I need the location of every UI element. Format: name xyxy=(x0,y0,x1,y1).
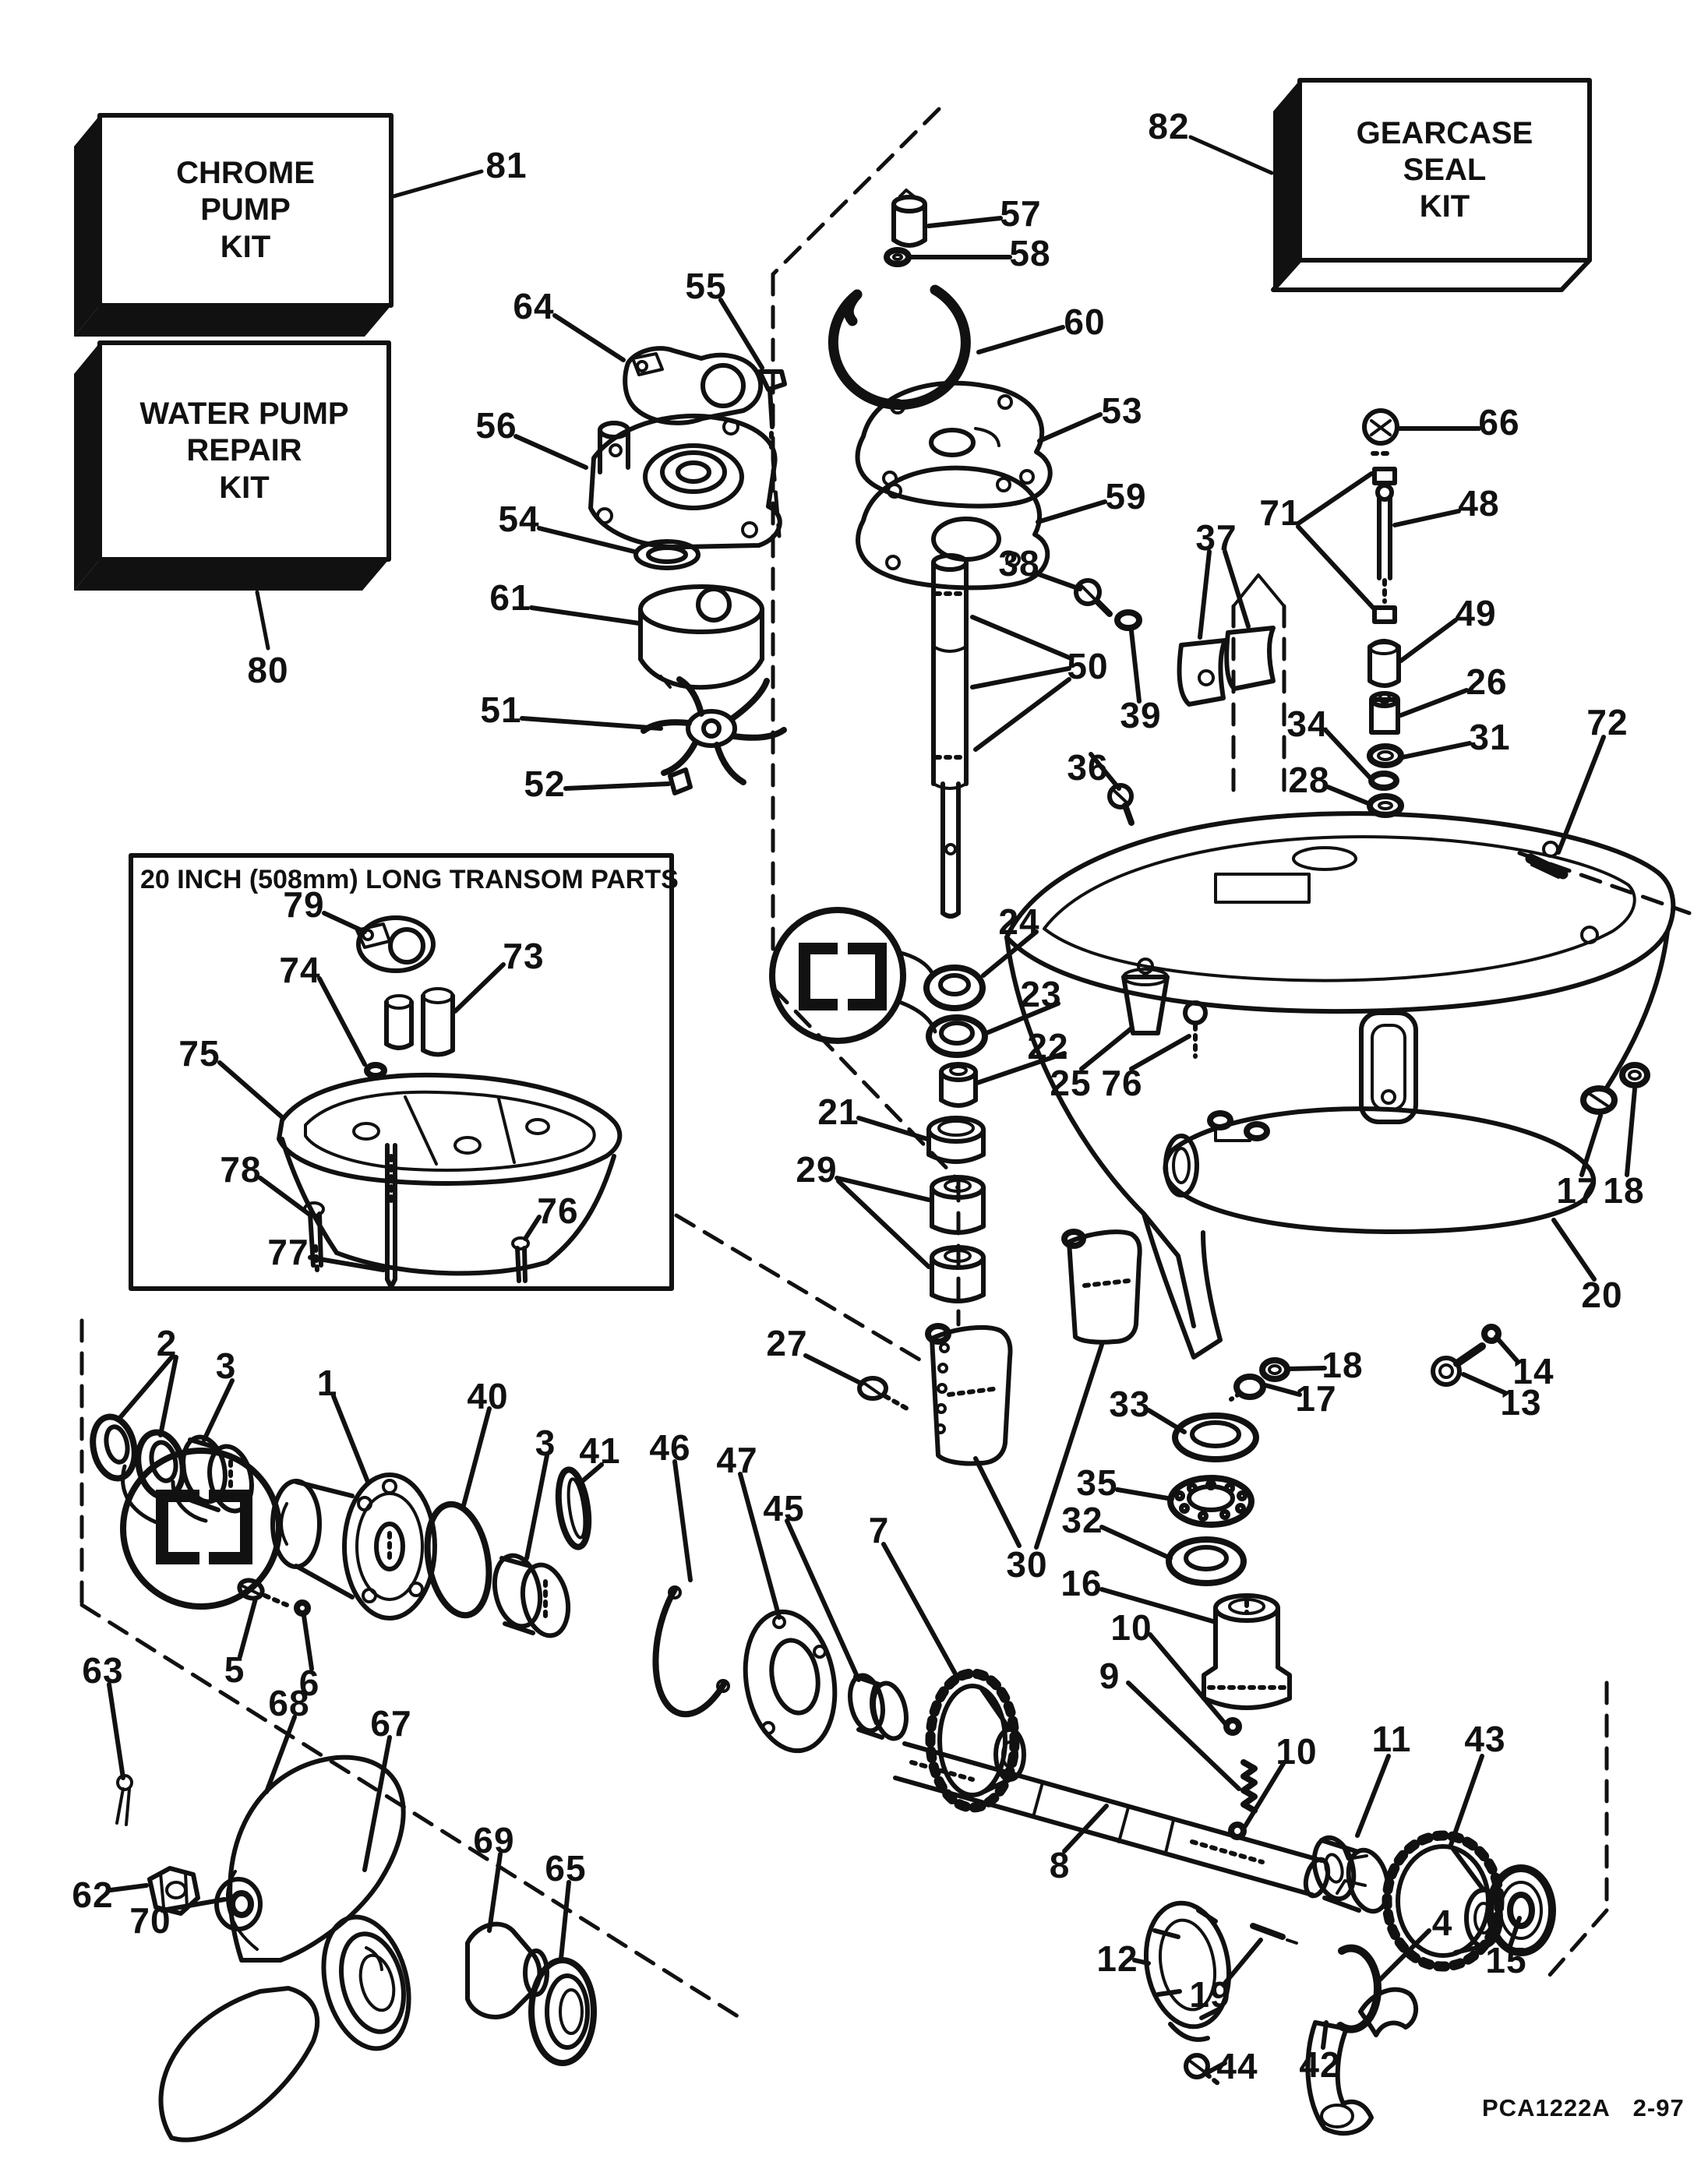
footer-plate-code xyxy=(1482,2094,1685,2122)
part-number-label-27: 27 xyxy=(766,1323,808,1363)
kit-line: SEAL xyxy=(1403,152,1487,187)
part-number-label-65: 65 xyxy=(545,1848,587,1889)
transom-box-title: 20 INCH (508mm) LONG TRANSOM PARTS xyxy=(140,865,679,894)
part-number-label-76: 76 xyxy=(1101,1063,1143,1103)
part-number-label-64: 64 xyxy=(513,286,555,326)
part-number-label-30: 30 xyxy=(1006,1544,1048,1585)
part-number-label-74: 74 xyxy=(279,950,321,990)
kit-line: REPAIR xyxy=(186,433,302,468)
part-number-label-57: 57 xyxy=(1000,193,1042,234)
part-number-label-8: 8 xyxy=(1049,1845,1071,1885)
part-number-label-63: 63 xyxy=(82,1650,124,1691)
part-number-label-55: 55 xyxy=(685,266,727,306)
part-number-label-25: 25 xyxy=(1050,1063,1092,1103)
part-number-label-70: 70 xyxy=(129,1900,171,1941)
part-number-label-31: 31 xyxy=(1469,717,1511,757)
part-number-label-44: 44 xyxy=(1216,2046,1258,2086)
part-number-label-33: 33 xyxy=(1109,1384,1151,1424)
part-number-label-50: 50 xyxy=(1067,646,1109,686)
part-number-label-67: 67 xyxy=(370,1703,412,1744)
part-number-label-14: 14 xyxy=(1512,1351,1554,1391)
part-number-label-59: 59 xyxy=(1105,476,1147,517)
part-number-label-29: 29 xyxy=(796,1149,838,1190)
kit-line: KIT xyxy=(220,229,271,264)
part-number-label-32: 32 xyxy=(1061,1500,1103,1540)
kit-line: PUMP xyxy=(200,192,291,227)
part-number-label-28: 28 xyxy=(1288,760,1330,800)
part-number-label-15: 15 xyxy=(1485,1940,1527,1980)
part-number-label-60: 60 xyxy=(1064,302,1106,342)
part-number-label-35: 35 xyxy=(1076,1462,1118,1503)
part-number-label-71: 71 xyxy=(1259,492,1301,533)
part-number-label-72: 72 xyxy=(1586,702,1629,742)
part-number-label-53: 53 xyxy=(1101,390,1143,431)
part-number-label-81: 81 xyxy=(485,145,528,185)
part-number-label-12: 12 xyxy=(1096,1938,1138,1979)
part-number-label-62: 62 xyxy=(72,1875,114,1915)
part-number-label-5: 5 xyxy=(224,1649,245,1690)
part-number-label-18: 18 xyxy=(1603,1170,1645,1211)
part-number-label-58: 58 xyxy=(1009,233,1051,273)
kit-line: KIT xyxy=(1419,189,1470,224)
part-number-label-79: 79 xyxy=(283,884,325,925)
part-number-label-78: 78 xyxy=(220,1149,262,1190)
part-number-label-3: 3 xyxy=(535,1423,556,1463)
part-number-label-10: 10 xyxy=(1110,1607,1152,1648)
part-number-label-17: 17 xyxy=(1295,1378,1337,1419)
part-number-label-2: 2 xyxy=(156,1323,178,1363)
part-number-label-10: 10 xyxy=(1276,1731,1318,1772)
part-number-label-42: 42 xyxy=(1299,2044,1341,2085)
kit-line: CHROME xyxy=(176,156,315,191)
part-number-label-7: 7 xyxy=(868,1510,890,1550)
part-number-label-19: 19 xyxy=(1189,1974,1231,2015)
part-number-label-45: 45 xyxy=(763,1488,805,1529)
part-number-label-39: 39 xyxy=(1120,695,1162,735)
part-number-label-23: 23 xyxy=(1020,974,1062,1014)
part-number-label-9: 9 xyxy=(1099,1656,1120,1696)
part-number-label-48: 48 xyxy=(1458,483,1500,524)
part-number-label-52: 52 xyxy=(524,764,566,804)
part-number-label-75: 75 xyxy=(178,1033,221,1074)
kit-line: GEARCASE xyxy=(1356,115,1533,150)
part-number-label-20: 20 xyxy=(1581,1275,1623,1315)
kit-line: KIT xyxy=(219,470,270,505)
part-number-label-68: 68 xyxy=(268,1683,310,1723)
part-number-label-82: 82 xyxy=(1148,106,1190,146)
part-number-label-46: 46 xyxy=(649,1427,691,1468)
part-number-label-69: 69 xyxy=(473,1820,515,1860)
plate-code: PCA1222A xyxy=(1482,2094,1611,2121)
plate-date: 2-97 xyxy=(1632,2094,1685,2121)
part-number-label-51: 51 xyxy=(480,689,522,730)
part-number-label-47: 47 xyxy=(716,1440,758,1480)
part-number-label-77: 77 xyxy=(267,1232,309,1272)
part-number-label-11: 11 xyxy=(1371,1719,1412,1759)
part-number-label-73: 73 xyxy=(503,936,545,976)
part-number-label-17: 17 xyxy=(1556,1170,1598,1211)
part-number-label-37: 37 xyxy=(1195,517,1237,558)
part-number-label-4: 4 xyxy=(1431,1903,1453,1943)
part-number-label-6: 6 xyxy=(298,1663,320,1703)
part-number-label-49: 49 xyxy=(1455,593,1497,633)
part-number-label-34: 34 xyxy=(1286,704,1329,744)
part-number-label-61: 61 xyxy=(489,577,531,618)
part-number-label-41: 41 xyxy=(579,1430,621,1471)
part-number-label-26: 26 xyxy=(1466,661,1508,702)
part-number-label-54: 54 xyxy=(498,499,540,539)
part-number-label-21: 21 xyxy=(817,1092,859,1132)
kit-line: WATER PUMP xyxy=(139,397,349,432)
part-number-label-3: 3 xyxy=(215,1345,237,1386)
part-number-label-40: 40 xyxy=(467,1376,509,1416)
part-number-label-36: 36 xyxy=(1067,747,1109,788)
part-number-label-1: 1 xyxy=(316,1363,338,1403)
part-number-label-18: 18 xyxy=(1322,1345,1364,1385)
part-number-label-22: 22 xyxy=(1027,1026,1069,1067)
part-number-label-13: 13 xyxy=(1500,1382,1542,1423)
part-number-label-24: 24 xyxy=(998,901,1040,942)
part-number-label-76: 76 xyxy=(537,1190,579,1231)
part-number-label-56: 56 xyxy=(475,405,517,446)
part-number-label-38: 38 xyxy=(998,543,1040,584)
part-number-label-66: 66 xyxy=(1478,402,1520,443)
part-number-label-16: 16 xyxy=(1060,1563,1103,1603)
part-number-label-80: 80 xyxy=(247,650,289,690)
part-number-label-43: 43 xyxy=(1464,1719,1506,1759)
